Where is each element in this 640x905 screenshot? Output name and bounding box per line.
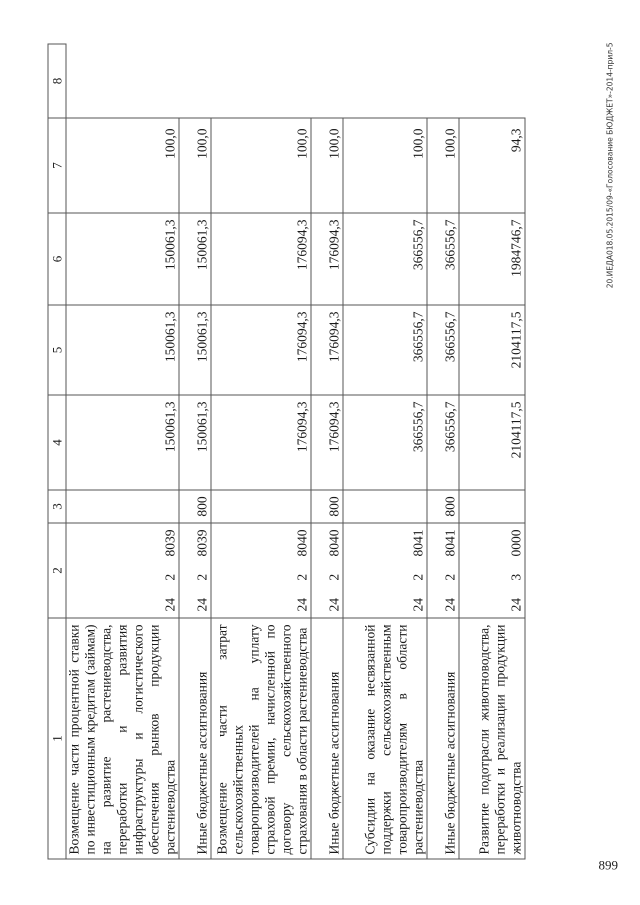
table-row — [66, 44, 179, 859]
row-col6: 366556,7 — [427, 305, 459, 395]
row-code — [459, 523, 525, 618]
row-code — [311, 523, 343, 618]
row-col7: 366556,7 — [427, 213, 459, 305]
rotated-page — [48, 42, 618, 873]
code-article: 8040 — [294, 529, 310, 557]
col-header-4: 4 — [48, 395, 66, 490]
row-expense-type: 800 — [311, 490, 343, 523]
row-col7: 1984746,7 — [459, 213, 525, 305]
row-col5: 150061,3 — [66, 395, 179, 490]
code-section: 3 — [508, 573, 524, 581]
code-article: 8039 — [194, 529, 210, 557]
row-col7: 150061,3 — [66, 213, 179, 305]
row-col7: 366556,7 — [343, 213, 427, 305]
code-section: 2 — [442, 573, 458, 581]
col-header-1: 1 — [48, 618, 66, 859]
row-description: Субсидии на оказание несвязанной поддержки сельскохозяйственным товаропроизводителям в области растениеводства — [343, 618, 427, 859]
code-chapter: 24 — [410, 598, 426, 612]
row-col6: 150061,3 — [66, 305, 179, 395]
code-chapter: 24 — [162, 598, 178, 612]
row-description: Иные бюджетные ассигнования — [311, 618, 343, 859]
table-row — [427, 44, 459, 859]
col-header-8: 8 — [48, 44, 66, 118]
col-header-6: 6 — [48, 213, 66, 305]
row-col5: 2104117,5 — [459, 395, 525, 490]
row-expense-type: 800 — [427, 490, 459, 523]
row-code — [179, 523, 211, 618]
row-col6: 150061,3 — [179, 305, 211, 395]
row-col5: 366556,7 — [427, 395, 459, 490]
col-header-2: 2 — [48, 523, 66, 618]
code-section: 2 — [194, 573, 210, 581]
row-percent: 100,0 — [179, 118, 211, 213]
code-chapter: 24 — [508, 598, 524, 612]
code-section: 2 — [326, 573, 342, 581]
code-article: 0000 — [508, 529, 524, 557]
row-expense-type — [211, 490, 311, 523]
code-article: 8041 — [410, 529, 426, 557]
row-percent: 100,0 — [211, 118, 311, 213]
code-section: 2 — [410, 573, 426, 581]
code-chapter: 24 — [326, 598, 342, 612]
row-description: Возмещение части процентной ставки по инвестиционным кредитам (займам) на развитие растениеводства, переработки и развития инфраструктуры и логистического обеспечения рынков продукции растениеводства — [66, 618, 179, 859]
code-article: 8040 — [326, 529, 342, 557]
row-col5: 176094,3 — [311, 395, 343, 490]
footer-file-note: 20.ИЕДА018.05.2015/09-«Голосование БЮДЖЕТ»-2014-прил-5 — [605, 42, 615, 289]
row-col7: 150061,3 — [179, 213, 211, 305]
budget-table — [48, 44, 526, 860]
row-percent: 100,0 — [311, 118, 343, 213]
row-code — [343, 523, 427, 618]
code-article: 8041 — [442, 529, 458, 557]
code-section: 2 — [294, 573, 310, 581]
row-percent: 94,3 — [459, 118, 525, 213]
table-row — [311, 44, 343, 859]
table-row — [343, 44, 427, 859]
row-expense-type — [343, 490, 427, 523]
row-col6: 176094,3 — [311, 305, 343, 395]
code-chapter: 24 — [294, 598, 310, 612]
header-row — [48, 44, 66, 859]
row-expense-type: 800 — [179, 490, 211, 523]
row-percent: 100,0 — [427, 118, 459, 213]
col-header-7: 7 — [48, 118, 66, 213]
row-code — [66, 523, 179, 618]
code-chapter: 24 — [194, 598, 210, 612]
code-section: 2 — [162, 573, 178, 581]
row-col7: 176094,3 — [311, 213, 343, 305]
row-code — [211, 523, 311, 618]
row-code — [427, 523, 459, 618]
table-row — [179, 44, 211, 859]
code-article: 8039 — [162, 529, 178, 557]
page-number: 899 — [598, 857, 618, 873]
row-col6: 366556,7 — [343, 305, 427, 395]
row-description: Иные бюджетные ассигнования — [427, 618, 459, 859]
table-row — [459, 44, 525, 859]
row-description: Иные бюджетные ассигнования — [179, 618, 211, 859]
row-description: Развитие подотрасли животноводства, переработки и реализации продукции животноводства — [459, 618, 525, 859]
table-row — [211, 44, 311, 859]
row-description: Возмещение части затрат сельскохозяйственных товаропроизводителей на уплату страховой премии, начисленной по договору сельскохозяйственного страхования в области растениеводства — [211, 618, 311, 859]
col-header-3: 3 — [48, 490, 66, 523]
row-col6: 2104117,5 — [459, 305, 525, 395]
row-percent: 100,0 — [343, 118, 427, 213]
row-col5: 150061,3 — [179, 395, 211, 490]
row-col5: 176094,3 — [211, 395, 311, 490]
row-expense-type — [459, 490, 525, 523]
row-col5: 366556,7 — [343, 395, 427, 490]
row-col7: 176094,3 — [211, 213, 311, 305]
col-header-5: 5 — [48, 305, 66, 395]
code-chapter: 24 — [442, 598, 458, 612]
row-col6: 176094,3 — [211, 305, 311, 395]
row-expense-type — [66, 490, 179, 523]
row-percent: 100,0 — [66, 118, 179, 213]
